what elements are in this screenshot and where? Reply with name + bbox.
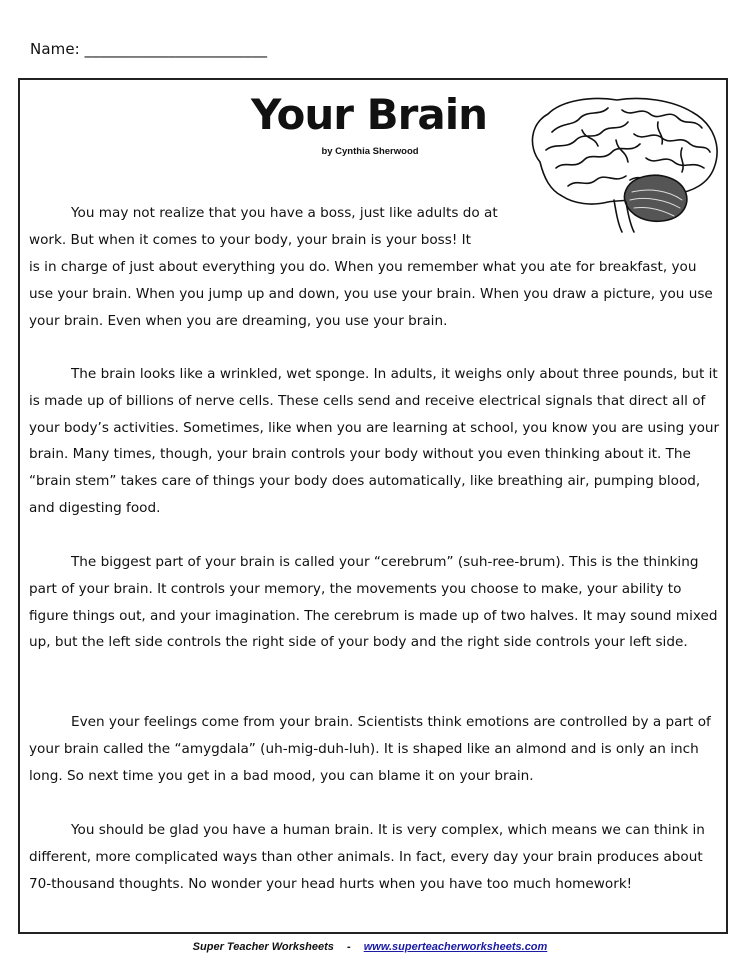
footer-separator: - [346,941,351,953]
footer-brand: Super Teacher Worksheets [192,941,334,953]
paragraph-5: You should be glad you have a human brain. It is very complex, which means we can think in different, more complicated ways than other animals. In fact, every day your brain produces about 70-thousand thoughts. No wonder your head hurts when you have too much homework! [29,822,705,892]
paragraph-1-start: You may not realize that you have a boss, just like adults do at work. But when it comes to your body, your brain is your boss! It [29,205,498,248]
paragraph-3: The biggest part of your brain is called your “cerebrum” (suh-ree-brum). This is the thinking part of your brain. It controls your memory, the movements you choose to make, your ability to figure things out, and your imagination. The cerebrum is made up of two halves. It may sound mixed up, but the left side controls the right side of your body and the right side controls your left side. [29,554,718,651]
article-title-text: Your Brain [250,90,487,139]
page-footer [0,941,740,953]
paragraph-2: The brain looks like a wrinkled, wet sponge. In adults, it weighs only about three pounds, but it is made up of billions of nerve cells. These cells send and receive electrical signals that direct all of your body’s activities. Sometimes, like when you are learning at school, you know you are using your brain. Many times, though, your brain controls your body without you even thinking about it. The “brain stem” takes care of things your body does automatically, like breathing air, pumping blood, and digesting food. [29,366,720,516]
paragraph-4: Even your feelings come from your brain. Scientists think emotions are controlled by a part of your brain called the “amygdala” (uh-mig-duh-luh). It is shaped like an almond and is only an inch long. So next time you get in a bad mood, you can blame it on your brain. [29,714,711,784]
footer-url-link[interactable]: www.superteacherworksheets.com [363,941,548,953]
paragraph-1-continued: is in charge of just about everything you do. When you remember what you ate for breakfast, you use your brain. When you jump up and down, you use your brain. When you draw a picture, you use your brain. Even when you are dreaming, you use your brain. [29,259,713,329]
name-field-label: Name: ________________________ [30,40,268,58]
brain-icon [522,92,727,234]
article-byline: by Cynthia Sherwood [321,146,419,157]
